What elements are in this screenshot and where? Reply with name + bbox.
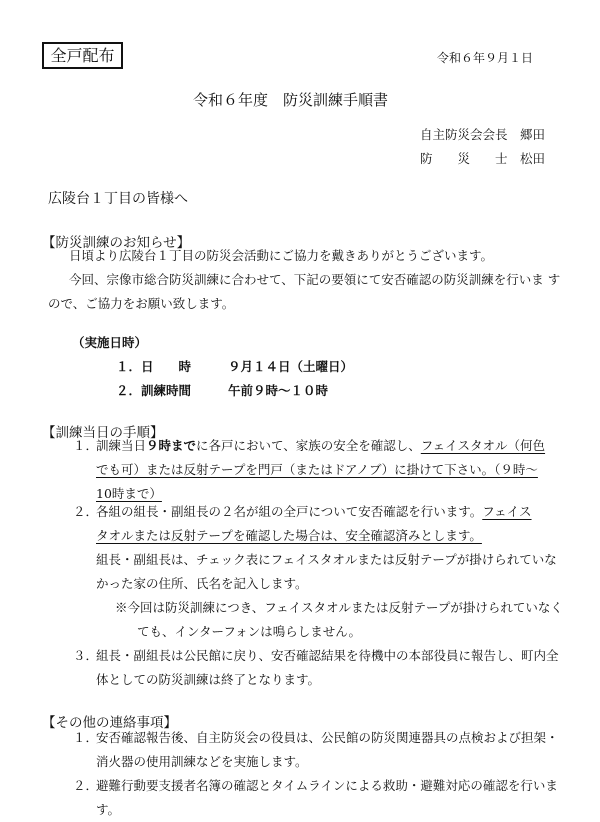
- notice-line-3: ので、ご協力をお願い致します。: [48, 296, 235, 311]
- other-2-line-2: す。: [96, 802, 121, 817]
- distribution-stamp: 全戸配布: [42, 42, 123, 69]
- step-1-line-3: 10時まで）: [96, 486, 162, 501]
- other-2-line-1: 避難行動要支援者名簿の確認とタイムラインによる救助・避難対応の確認を行いま: [96, 778, 558, 793]
- step-1-towel-note: フェイスタオル（何色: [420, 438, 546, 453]
- other-heading: 【その他の連絡事項】: [42, 715, 177, 731]
- step-2-line-4: かった家の住所、氏名を記入します。: [96, 576, 308, 591]
- step-1-line-1: [96, 434, 545, 458]
- other-1-number: １．: [73, 730, 99, 745]
- document-date: 令和６年９月１日: [437, 51, 534, 65]
- notice-line-2: 今回、宗像市総合防災訓練に合わせて、下記の要領にて安否確認の防災訓練を行いま す: [69, 272, 561, 287]
- step-1-deadline: ９時まで: [146, 438, 197, 453]
- greeting: 広陵台１丁目の皆様へ: [48, 191, 188, 207]
- step-3-line-2: 体としての防災訓練は終了となります。: [96, 672, 321, 687]
- step-1-text-a: 訓練当日: [96, 438, 147, 453]
- step-1-number: １．: [73, 438, 99, 453]
- schedule-date-value: ９月１４日（土曜日）: [228, 359, 354, 374]
- procedure-heading: 【訓練当日の手順】: [42, 425, 164, 441]
- schedule-time-label: ２．訓練時間: [116, 383, 192, 398]
- step-2-text-a: 各組の組長・副組長の２名が組の全戸について安否確認を行います。: [96, 504, 483, 519]
- notice-heading: 【防災訓練のお知らせ】: [42, 235, 191, 251]
- step-2-note-line-2: ても、インターフォンは鳴らしません。: [137, 624, 362, 639]
- step-3-number: ３．: [73, 648, 99, 663]
- schedule-heading: （実施日時）: [72, 335, 148, 350]
- step-1-text-c: に各戸において、家族の安全を確認し、: [196, 438, 421, 453]
- step-2-number: ２．: [73, 504, 99, 519]
- step-2-line-1: [96, 500, 532, 524]
- schedule-date-label: １．日 時: [116, 359, 192, 374]
- step-2-note-line-1: ※今回は防災訓練につき、フェイスタオルまたは反射テープが掛けられていなく: [115, 600, 563, 615]
- notice-line-1: 日頃より広陵台１丁目の防災会活動にご協力を戴きありがとうございます。: [69, 248, 494, 263]
- other-2-number: ２．: [73, 778, 99, 793]
- other-1-line-2: 消火器の使用訓練などを実施します。: [96, 754, 308, 769]
- schedule-time-value: 午前９時～１０時: [228, 383, 329, 398]
- author-chairman: 自主防災会会長 郷田: [420, 127, 546, 142]
- step-2-text-b: フェイス: [482, 504, 532, 519]
- step-2-line-3: 組長・副組長は、チェック表にフェイスタオルまたは反射テープが掛けられていな: [96, 552, 557, 567]
- document-title: 令和６年度 防災訓練手順書: [193, 91, 389, 109]
- other-1-line-1: 安否確認報告後、自主防災会の役員は、公民館の防災関連器具の点検および担架・: [96, 730, 559, 745]
- step-3-line-1: 組長・副組長は公民館に戻り、安否確認結果を待機中の本部役員に報告し、町内全: [96, 648, 559, 663]
- step-2-line-2: タオルまたは反射テープを確認した場合は、安全確認済みとします。: [96, 528, 482, 543]
- step-1-line-2: でも可）または反射テープを門戸（またはドアノブ）に掛けて下さい。（９時～: [96, 462, 538, 477]
- author-disaster-officer: 防 災 士 松田: [420, 151, 546, 166]
